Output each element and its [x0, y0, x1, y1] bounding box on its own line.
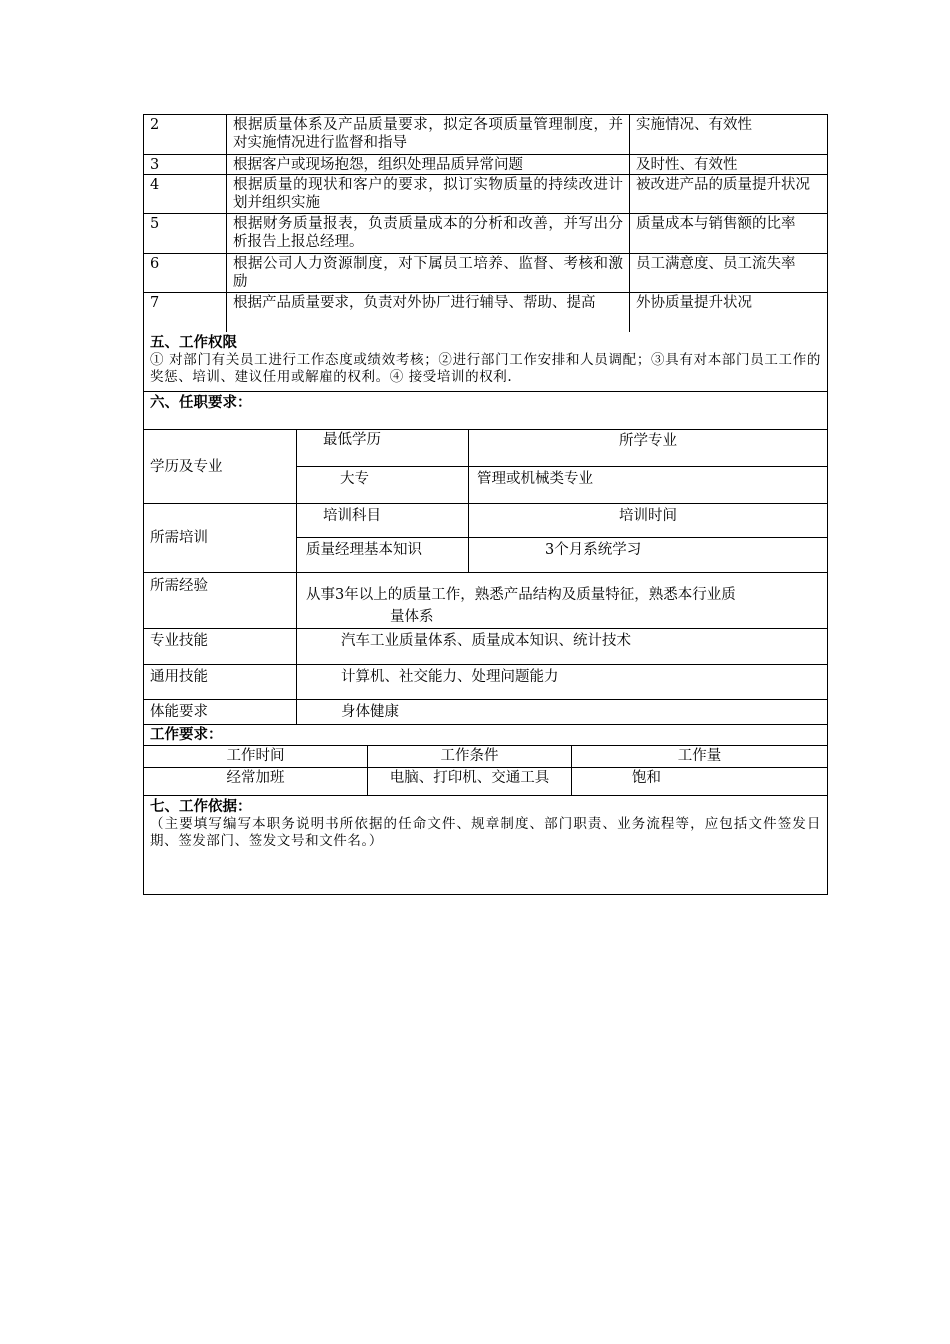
duty-number: 5 [144, 214, 227, 253]
duty-row [144, 214, 827, 254]
work-condition-label: 工作条件 [368, 746, 572, 767]
general-skills-row [144, 665, 827, 700]
duty-row [144, 175, 827, 214]
work-requirements-title: 工作要求： [150, 727, 223, 743]
basis-section [144, 796, 827, 894]
min-education-label: 最低学历 [297, 430, 469, 466]
duty-content: 根据质量体系及产品质量要求，拟定各项质量管理制度，并对实施情况进行监督和指导 [227, 115, 630, 154]
experience-row [144, 573, 827, 629]
duty-kpi: 实施情况、有效性 [636, 117, 752, 133]
work-time-label: 工作时间 [144, 746, 368, 767]
duty-kpi: 员工满意度、员工流失率 [636, 256, 796, 272]
basis-text: （主要填写编写本职务说明书所依据的任命文件、规章制度、部门职责、业务流程等，应包括文件签发日期、签发部门、签发文号和文件名。） [150, 816, 821, 849]
education-label: 学历及专业 [144, 430, 297, 503]
training-subject-label: 培训科目 [297, 504, 469, 537]
major-label: 所学专业 [619, 433, 677, 449]
training-header-row [297, 504, 827, 538]
work-time-value: 经常加班 [144, 768, 368, 795]
duty-row [144, 293, 827, 332]
work-load-value: 饱和 [632, 770, 661, 786]
professional-skills-value: 汽车工业质量体系、质量成本知识、统计技术 [341, 633, 631, 649]
education-row [144, 430, 827, 504]
min-education-value: 大专 [297, 467, 469, 503]
major-value: 管理或机械类专业 [477, 471, 593, 487]
work-header-row [144, 746, 827, 768]
duty-row [144, 115, 827, 155]
training-subject-value: 质量经理基本知识 [297, 538, 469, 572]
duty-number: 4 [144, 175, 227, 213]
work-requirements-header [144, 725, 827, 746]
duty-content: 根据质量的现状和客户的要求，拟订实物质量的持续改进计划并组织实施 [227, 175, 630, 213]
duty-row [144, 155, 827, 175]
duty-number: 2 [144, 115, 227, 154]
work-value-row [144, 768, 827, 796]
duty-number: 6 [144, 254, 227, 292]
general-skills-label: 通用技能 [144, 665, 297, 699]
authority-title: 五、工作权限 [150, 335, 237, 351]
job-description-table [143, 114, 828, 895]
authority-text: ① 对部门有关员工进行工作态度或绩效考核；②进行部门工作安排和人员调配；③具有对本部门员工工作的奖惩、培训、建议任用或解雇的权利。④ 接受培训的权利. [150, 352, 821, 385]
physical-row [144, 700, 827, 725]
duty-number: 3 [144, 155, 227, 174]
work-condition-value: 电脑、打印机、交通工具 [368, 768, 572, 795]
basis-title: 七、工作依据： [150, 799, 252, 815]
training-label: 所需培训 [144, 504, 297, 572]
education-header-row [297, 430, 827, 467]
job-description-document [143, 114, 828, 895]
experience-label: 所需经验 [144, 573, 297, 628]
duty-content: 根据客户或现场抱怨，组织处理品质异常问题 [227, 155, 630, 174]
duty-content: 根据产品质量要求，负责对外协厂进行辅导、帮助、提高 [227, 293, 630, 332]
work-load-label: 工作量 [677, 748, 722, 764]
general-skills-value: 计算机、社交能力、处理问题能力 [341, 669, 559, 685]
experience-value: 从事3年以上的质量工作，熟悉产品结构及质量特征，熟悉本行业质 量体系 [306, 587, 736, 625]
duty-kpi: 及时性、有效性 [636, 157, 738, 173]
duty-content: 根据财务质量报表，负责质量成本的分析和改善，并写出分析报告上报总经理。 [227, 214, 630, 253]
education-value-row [297, 467, 827, 503]
authority-section [144, 332, 827, 392]
physical-label: 体能要求 [144, 700, 297, 724]
requirements-header [144, 392, 827, 430]
duty-content: 根据公司人力资源制度，对下属员工培养、监督、考核和激励 [227, 254, 630, 292]
professional-skills-row [144, 629, 827, 665]
physical-value: 身体健康 [341, 704, 399, 720]
duty-row [144, 254, 827, 293]
duty-kpi: 被改进产品的质量提升状况 [636, 177, 810, 193]
duty-kpi: 外协质量提升状况 [636, 295, 752, 311]
training-row [144, 504, 827, 573]
duty-number: 7 [144, 293, 227, 332]
professional-skills-label: 专业技能 [144, 629, 297, 664]
training-value-row [297, 538, 827, 572]
duties-table [144, 115, 827, 332]
training-time-label: 培训时间 [619, 508, 677, 524]
training-time-value: 3个月系统学习 [545, 542, 642, 558]
requirements-title: 六、任职要求： [150, 395, 252, 411]
duty-kpi: 质量成本与销售额的比率 [636, 216, 796, 232]
